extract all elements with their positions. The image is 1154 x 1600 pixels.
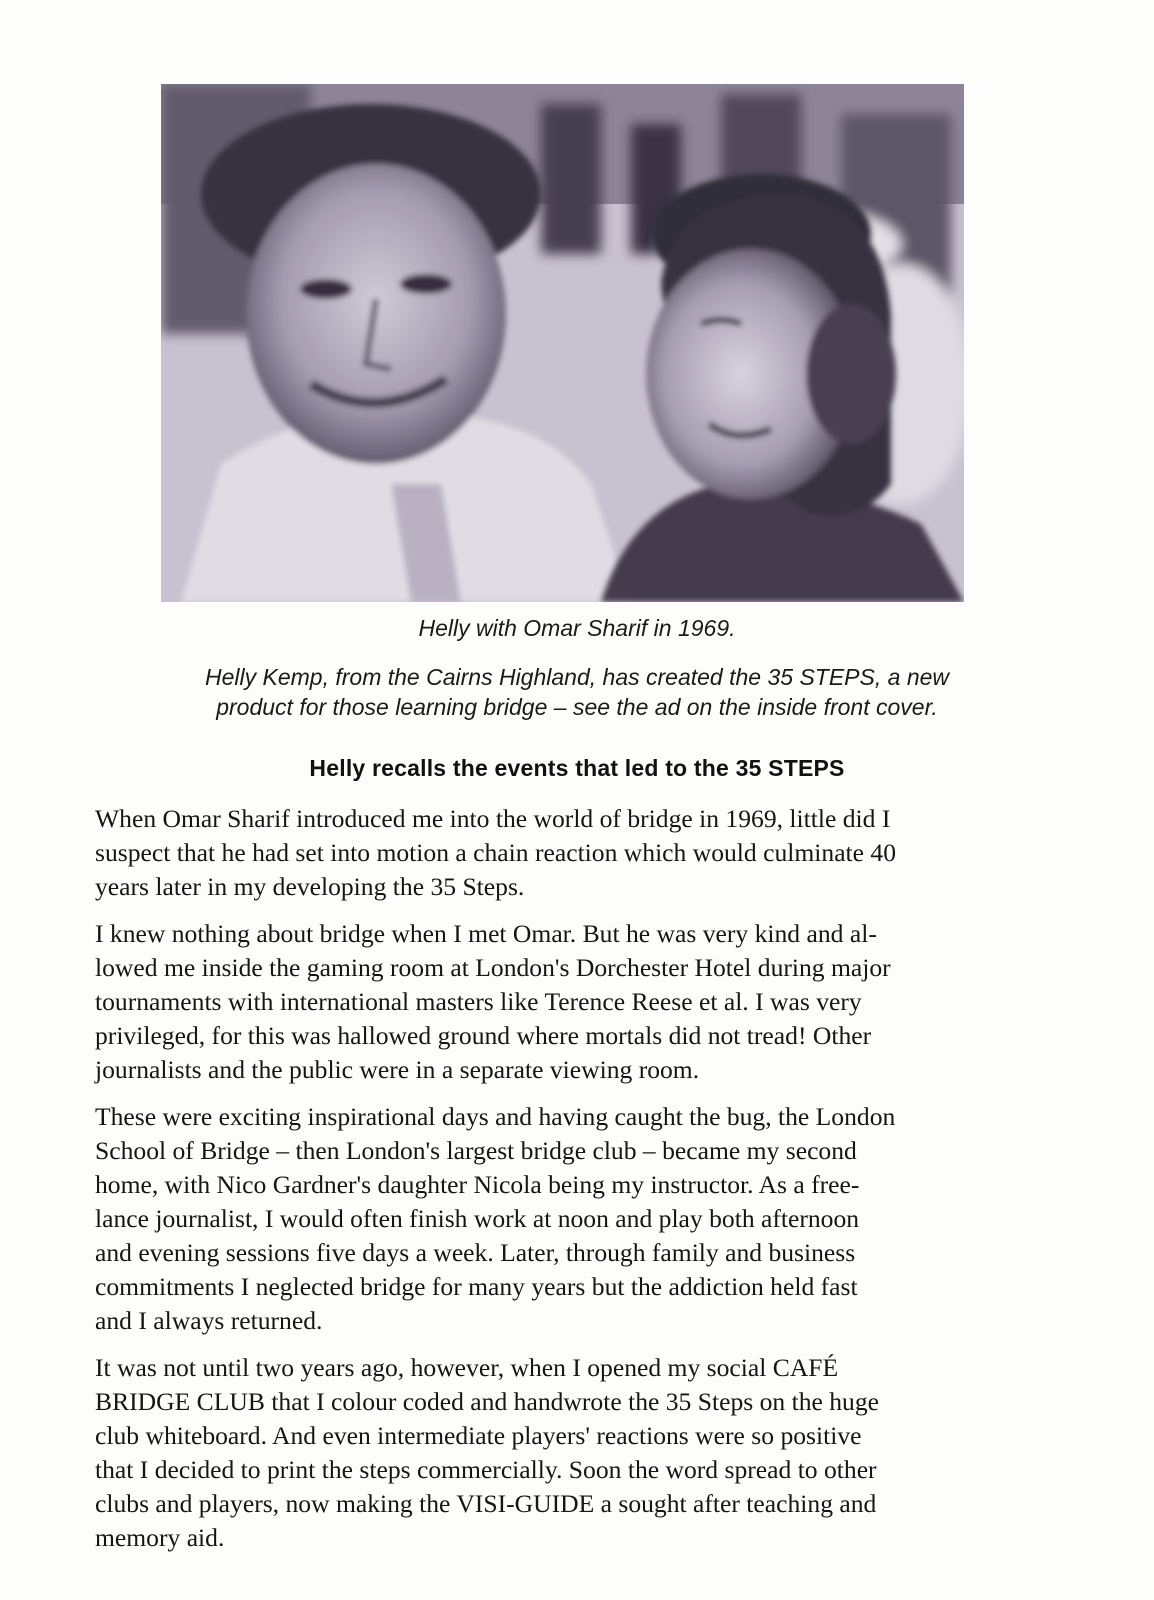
photo-caption: Helly with Omar Sharif in 1969.	[418, 615, 736, 641]
text-line: privileged, for this was hallowed ground where mortals did not tread! Other	[95, 1021, 872, 1050]
text-line: years later in my developing the 35 Steps.	[95, 872, 525, 901]
text-line: memory aid.	[95, 1523, 225, 1552]
text-line: clubs and players, now making the VISI-GUIDE a sought after teaching and	[95, 1489, 877, 1518]
text-line: School of Bridge – then London's largest bridge club – became my second	[95, 1136, 857, 1165]
text-line: lance journalist, I would often finish work at noon and play both afternoon	[95, 1204, 860, 1233]
text-line: These were exciting inspirational days and having caught the bug, the London	[95, 1102, 896, 1131]
intro-caption	[0, 662, 1154, 722]
text-line: I knew nothing about bridge when I met Omar. But he was very kind and al-	[95, 919, 877, 948]
intro-line: product for those learning bridge – see the ad on the inside front cover.	[216, 694, 938, 720]
paragraph-3	[95, 1100, 1095, 1338]
text-line: suspect that he had set into motion a chain reaction which would culminate 40	[95, 838, 897, 867]
text-line: and evening sessions five days a week. Later, through family and business	[95, 1238, 856, 1267]
paragraph-4	[95, 1351, 1095, 1555]
article-body	[95, 802, 1095, 1568]
photo-helly-omar-sharif	[161, 84, 964, 602]
text-line: home, with Nico Gardner's daughter Nicola being my instructor. As a free-	[95, 1170, 860, 1199]
text-line: lowed me inside the gaming room at London's Dorchester Hotel during major	[95, 953, 891, 982]
paragraph-2	[95, 917, 1095, 1087]
text-line: journalists and the public were in a separate viewing room.	[95, 1055, 700, 1084]
text-line: tournaments with international masters like Terence Reese et al. I was very	[95, 987, 862, 1016]
article-heading: Helly recalls the events that led to the 35 STEPS	[309, 755, 845, 781]
text-line: that I decided to print the steps commercially. Soon the word spread to other	[95, 1455, 877, 1484]
text-line: commitments I neglected bridge for many years but the addiction held fast	[95, 1272, 858, 1301]
text-line: BRIDGE CLUB that I colour coded and handwrote the 35 Steps on the huge	[95, 1387, 880, 1416]
text-line: It was not until two years ago, however, when I opened my social CAFÉ	[95, 1353, 839, 1382]
text-line: and I always returned.	[95, 1306, 323, 1335]
text-line: When Omar Sharif introduced me into the world of bridge in 1969, little did I	[95, 804, 891, 833]
paragraph-1	[95, 802, 1095, 904]
intro-line: Helly Kemp, from the Cairns Highland, has created the 35 STEPS, a new	[204, 664, 950, 690]
text-line: club whiteboard. And even intermediate players' reactions were so positive	[95, 1421, 862, 1450]
